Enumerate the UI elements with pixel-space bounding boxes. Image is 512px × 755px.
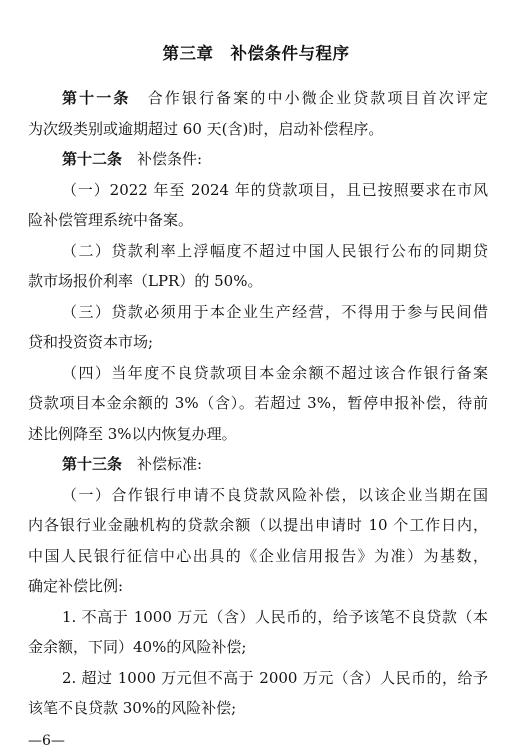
item1-line2: 金余额，下同）40%的风险补偿; <box>28 638 247 656</box>
condition4-line1: （四）当年度不良贷款项目本金余额不超过该合作银行备案 <box>62 363 488 382</box>
condition4-line3: 述比例降至 3%以内恢复办理。 <box>28 424 237 443</box>
condition1-line1: （一）2022 年至 2024 年的贷款项目，且已按照要求在市风 <box>62 180 488 199</box>
standard1-line3: 中国人民银行征信中心出具的《企业信用报告》为准）为基数， <box>28 546 488 565</box>
article11-text1: 合作银行备案的中小微企业贷款项目首次评定 <box>147 89 488 107</box>
condition2-line2: 款市场报价利率（LPR）的 50%。 <box>28 272 263 290</box>
item2-line2: 该笔不良贷款 30%的风险补偿; <box>28 699 237 717</box>
condition1-line2: 险补偿管理系统中备案。 <box>28 211 194 229</box>
standard1-line4: 确定补偿比例: <box>28 577 124 595</box>
article11-line1 <box>62 89 488 107</box>
condition3-line2: 贷和投资资本市场; <box>28 333 154 351</box>
article13-label: 第十三条 <box>62 455 123 473</box>
condition4-line2: 贷款项目本金余额的 3%（含）。若超过 3%，暂停申报补偿，待前 <box>28 394 488 412</box>
article12-heading <box>62 150 202 168</box>
article11-line2: 为次级类别或逾期超过 60 天(含)时，启动补偿程序。 <box>28 119 384 138</box>
article11-label: 第十一条 <box>62 89 131 107</box>
article13-heading <box>62 455 202 473</box>
standard1-line2: 内各银行业金融机构的贷款余额（以提出申请时 10 个工作日内， <box>28 516 488 534</box>
chapter-title: 第三章 补偿条件与程序 <box>162 44 350 63</box>
page-number: —6— <box>28 732 65 749</box>
article12-label: 第十二条 <box>62 150 123 168</box>
item2-line1: 2. 超过 1000 万元但不高于 2000 万元（含）人民币的，给予 <box>62 668 488 687</box>
article13-title: 补偿标准: <box>137 455 203 473</box>
condition2-line1: （二）贷款利率上浮幅度不超过中国人民银行公布的同期贷 <box>62 241 488 260</box>
standard1-line1: （一）合作银行申请不良贷款风险补偿，以该企业当期在国 <box>62 485 488 504</box>
article12-title: 补偿条件: <box>137 150 203 168</box>
item1-line1: 1. 不高于 1000 万元（含）人民币的，给予该笔不良贷款（本 <box>62 607 488 626</box>
condition3-line1: （三）贷款必须用于本企业生产经营，不得用于参与民间借 <box>62 302 488 321</box>
